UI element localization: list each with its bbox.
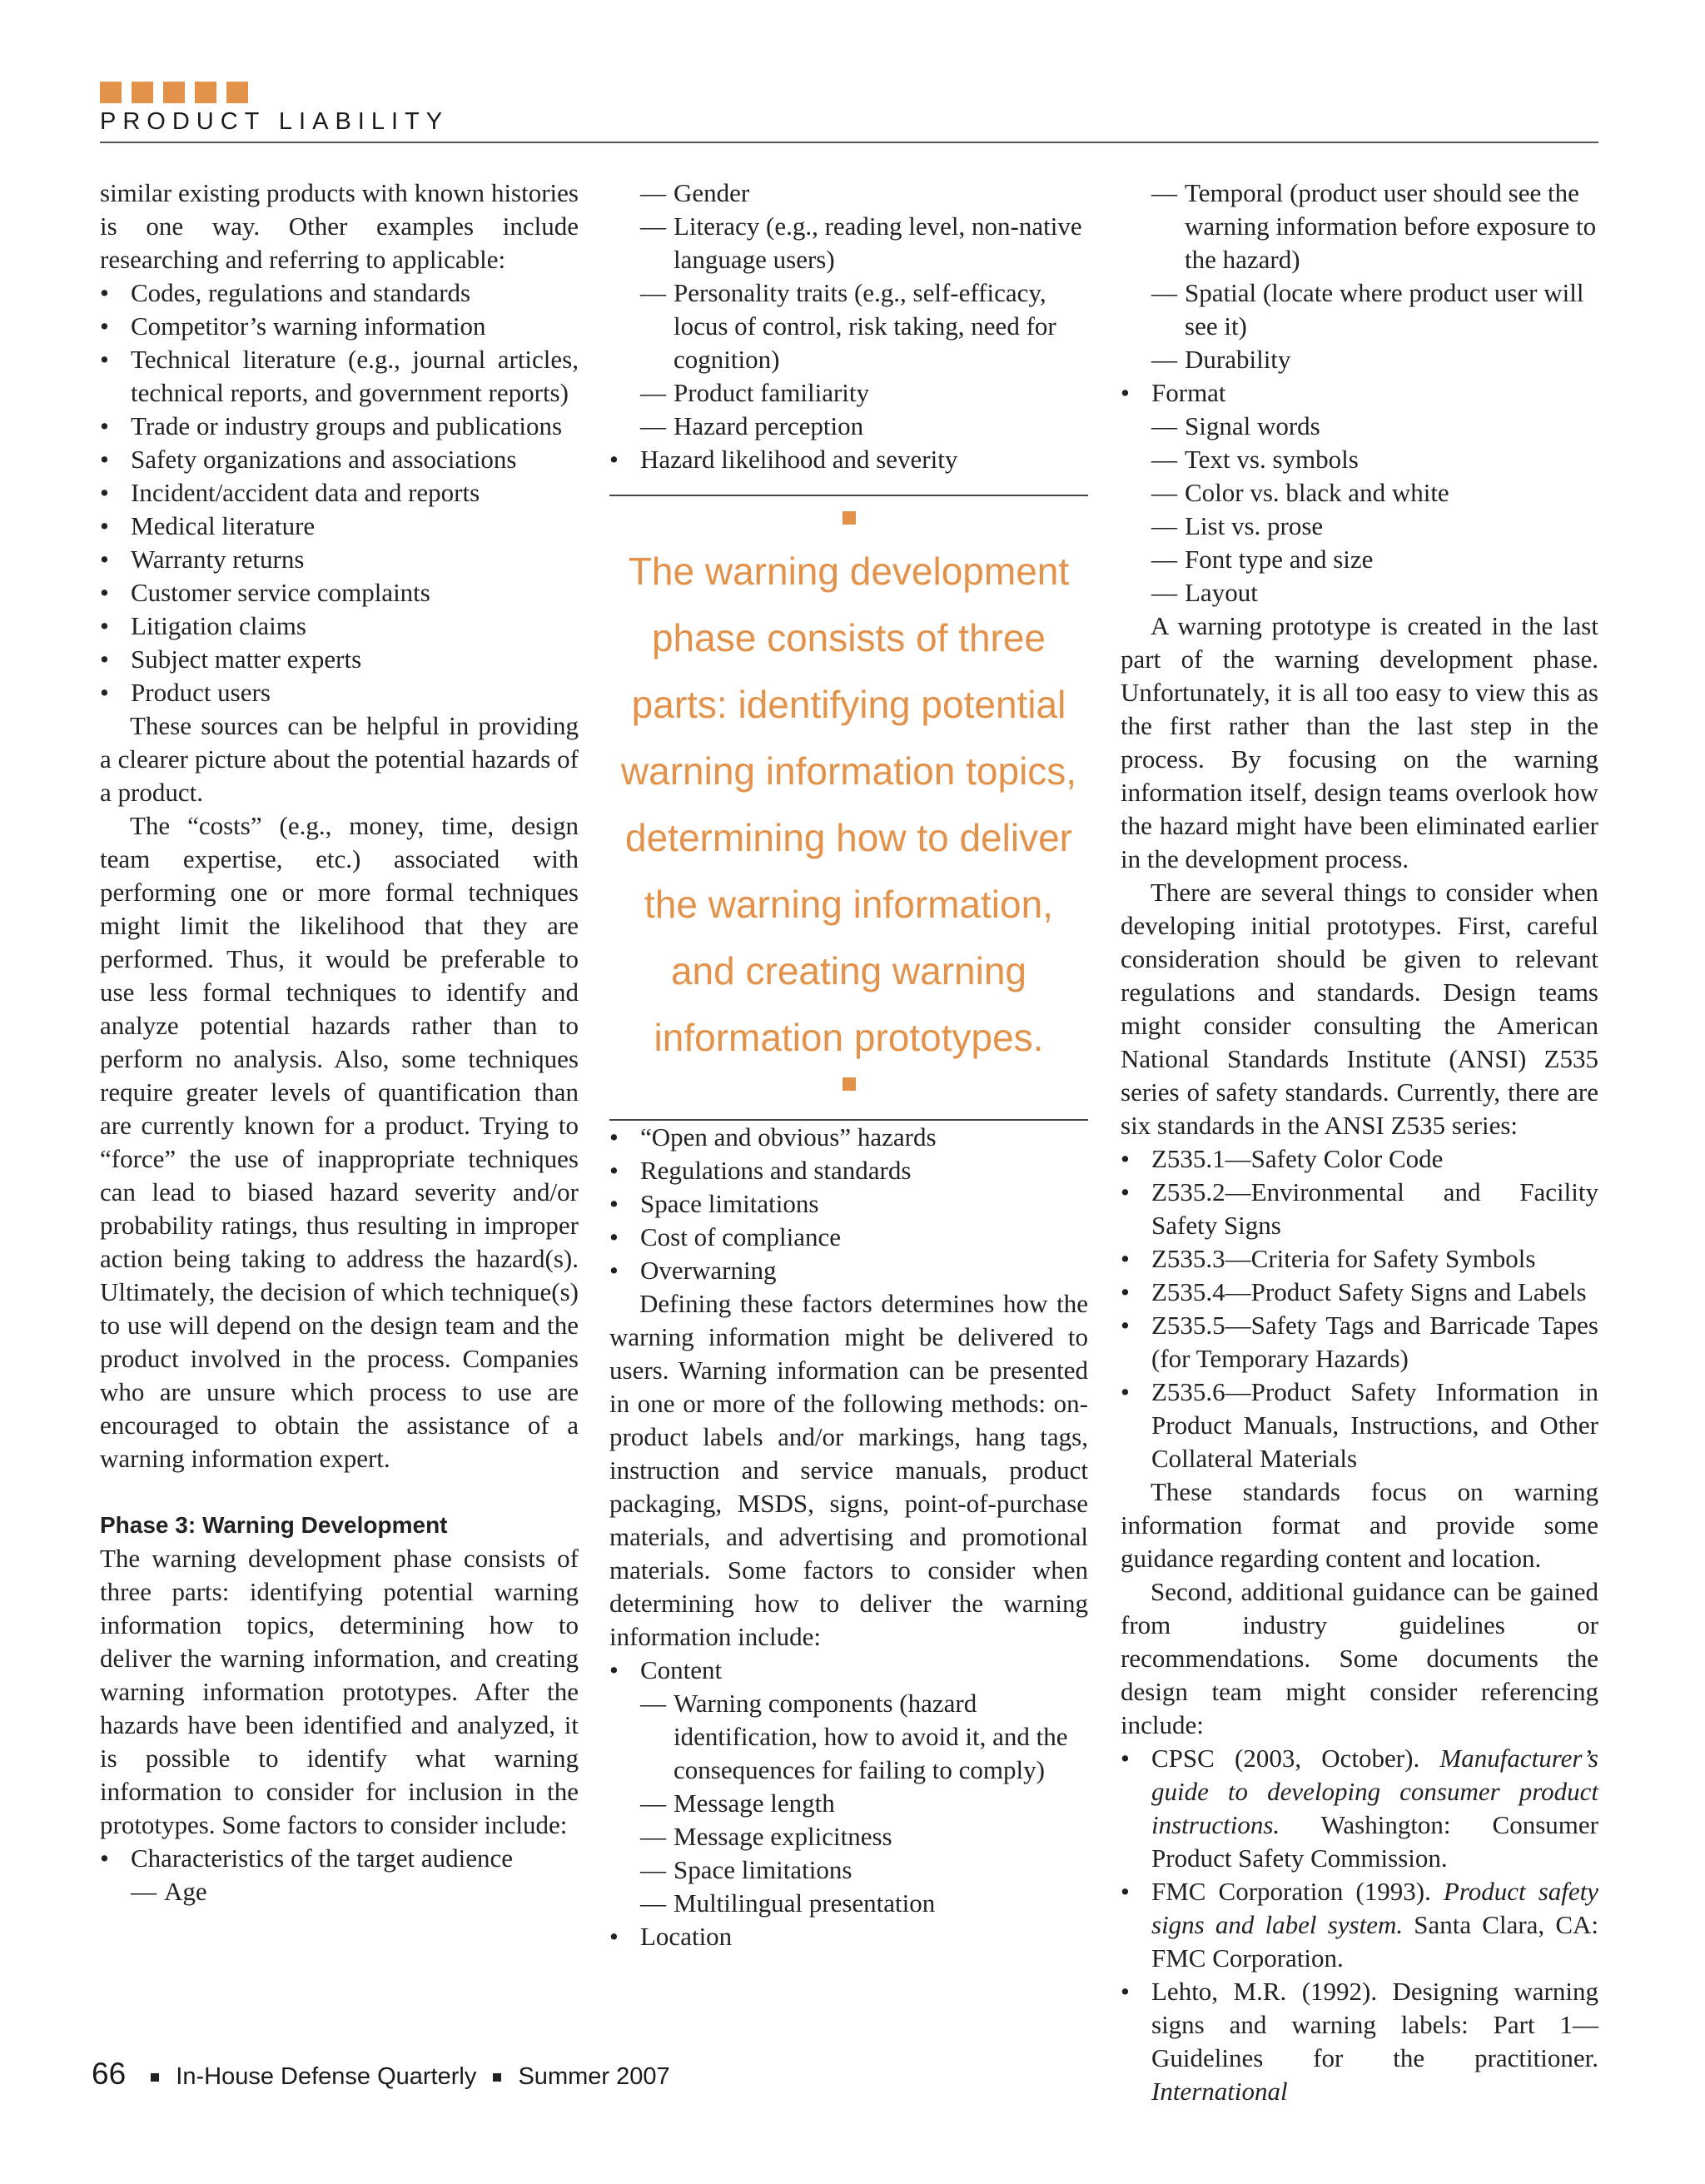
reference-item <box>1121 1975 1598 2108</box>
list-item: • Format <box>1121 376 1598 410</box>
sub-list-item: — List vs. prose <box>1121 510 1598 543</box>
reference-text: CPSC (2003, October). <box>1151 1744 1440 1773</box>
reference-text: FMC Corporation (1993). <box>1151 1877 1444 1906</box>
list-item: • Characteristics of the target audience <box>100 1842 579 1875</box>
list-item: • Medical literature <box>100 510 579 543</box>
pull-quote <box>609 495 1088 1121</box>
sub-list-item: — Literacy (e.g., reading level, non-native language users) <box>609 210 1088 276</box>
issue-date: Summer 2007 <box>518 2063 670 2090</box>
reference-title: Product safety signs and label system. <box>1151 1877 1599 1939</box>
sub-list-item: — Message length <box>609 1787 1088 1820</box>
paragraph: The warning development phase consists of three parts: identifying potential warning information topics, determining how to deliver the warning information, and creating warning information prototypes. After the hazards have been identified and analyzed, it is possible to identify what warning information to consider for inclusion in the prototypes. Some factors to consider include: <box>100 1544 579 1839</box>
column-2 <box>609 177 1088 1953</box>
reference-text: Washington: Consumer Product Safety Commission. <box>1151 1810 1598 1873</box>
list-item: • Technical literature (e.g., journal articles, technical reports, and government reports) <box>100 343 579 410</box>
sub-list <box>100 1875 579 1908</box>
footer-separator <box>493 2073 501 2082</box>
list-item: • Space limitations <box>609 1187 1088 1221</box>
sub-list-item: — Product familiarity <box>609 376 1088 410</box>
list-item: • Trade or industry groups and publications <box>100 410 579 443</box>
list-item: • Z535.4—Product Safety Signs and Labels <box>1121 1276 1598 1309</box>
list-item: • Subject matter experts <box>100 643 579 676</box>
delivery-list <box>609 1654 1088 1687</box>
reference-item <box>1121 1875 1598 1975</box>
list-item: • Competitor’s warning information <box>100 310 579 343</box>
sub-list-item: — Age <box>100 1875 579 1908</box>
factors-list <box>609 1121 1088 1287</box>
paragraph: similar existing products with known histories is one way. Other examples include researching and referring to applicable: <box>100 178 579 274</box>
paragraph: Defining these factors determines how the warning information might be delivered to users. Warning information can be presented in one or more of the following methods: on-product labels and/or markings, hang tags, instruction and service manuals, product packaging, MSDS, signs, point-of-purchase materials, and advertising and promotional materials. Some factors to consider when determining how to deliver the warning information include: <box>609 1289 1088 1651</box>
publication-name: In-House Defense Quarterly <box>176 2063 477 2090</box>
standards-list <box>1121 1142 1598 1475</box>
header-decoration <box>100 82 248 103</box>
sub-list-item: — Warning components (hazard identification, how to avoid it, and the consequences for failing to comply) <box>609 1687 1088 1787</box>
list-item: • Overwarning <box>609 1254 1088 1287</box>
decorative-square <box>100 82 122 103</box>
sub-list-item: — Temporal (product user should see the warning information before exposure to the hazard) <box>1121 177 1598 276</box>
list-item: • Regulations and standards <box>609 1154 1088 1187</box>
list-item: • Z535.3—Criteria for Safety Symbols <box>1121 1242 1598 1276</box>
delivery-list <box>1121 376 1598 410</box>
sub-list-item: — Signal words <box>1121 410 1598 443</box>
column-3 <box>1121 177 1598 2108</box>
reference-title: Manufacturer’s guide to developing consumer product instructions. <box>1151 1744 1598 1839</box>
references-list <box>1121 1742 1598 2108</box>
sub-list-item: — Text vs. symbols <box>1121 443 1598 476</box>
sources-list <box>100 276 579 709</box>
list-item: • Z535.5—Safety Tags and Barricade Tapes (for Temporary Hazards) <box>1121 1309 1598 1376</box>
decorative-square <box>163 82 185 103</box>
decorative-square <box>195 82 216 103</box>
factors-list <box>609 443 1088 476</box>
list-item: • Product users <box>100 676 579 709</box>
sub-list-item: — Multilingual presentation <box>609 1887 1088 1920</box>
list-item: • Safety organizations and associations <box>100 443 579 476</box>
paragraph: The “costs” (e.g., money, time, design team expertise, etc.) associated with performing one or more formal techniques might limit the likelihood that they are performed. Thus, it would be preferable to use less formal techniques to identify and analyze potential hazards rather than to perform no analysis. Also, some techniques require greater levels of quantification than are currently known for a product. Trying to “force” the use of inappropriate techniques can lead to biased hazard severity and/or probability ratings, thus resulting in improper action being taking to address the hazard(s). Ultimately, the decision of which technique(s) to use will depend on the design team and the product involved in the process. Companies who are unsure which process to use are encouraged to obtain the assistance of a warning information expert. <box>100 811 579 1473</box>
sub-list-item: — Color vs. black and white <box>1121 476 1598 510</box>
footer-separator <box>151 2073 159 2082</box>
sub-list <box>609 1687 1088 1920</box>
list-item: • Customer service complaints <box>100 576 579 609</box>
paragraph: There are several things to consider when developing initial prototypes. First, careful consideration should be given to relevant regulations and standards. Design teams might consider consulting the American National Standards Institute (ANSI) Z535 series of safety standards. Currently, there are six standards in the ANSI Z535 series: <box>1121 878 1598 1140</box>
sub-list-item: — Durability <box>1121 343 1598 376</box>
reference-text: Lehto, M.R. (1992). Designing warning signs and warning labels: Part 1—Guidelines for the practitioner. <box>1151 1977 1598 2072</box>
sub-list-item: — Spatial (locate where product user will see it) <box>1121 276 1598 343</box>
decorative-square <box>843 511 856 525</box>
list-item: • “Open and obvious” hazards <box>609 1121 1088 1154</box>
sub-list <box>609 177 1088 443</box>
decorative-square <box>132 82 153 103</box>
list-item: • Content <box>609 1654 1088 1687</box>
page-number: 66 <box>92 2057 127 2091</box>
paragraph: Second, additional guidance can be gained from industry guidelines or recommendations. Some documents the design team might consider referencing include: <box>1121 1577 1598 1739</box>
list-item: • Cost of compliance <box>609 1221 1088 1254</box>
list-item: • Codes, regulations and standards <box>100 276 579 310</box>
list-item: • Warranty returns <box>100 543 579 576</box>
list-item: • Z535.1—Safety Color Code <box>1121 1142 1598 1176</box>
sub-list-item: — Space limitations <box>609 1853 1088 1887</box>
column-1 <box>100 177 579 1908</box>
sub-list-item: — Gender <box>609 177 1088 210</box>
list-item: • Incident/accident data and reports <box>100 476 579 510</box>
decorative-square <box>226 82 248 103</box>
factors-list <box>100 1842 579 1875</box>
reference-item <box>1121 1742 1598 1875</box>
list-item: • Hazard likelihood and severity <box>609 443 1088 476</box>
paragraph: These standards focus on warning information format and provide some guidance regarding content and location. <box>1121 1477 1598 1573</box>
list-item: • Z535.6—Product Safety Information in Product Manuals, Instructions, and Other Collateral Materials <box>1121 1376 1598 1475</box>
sub-list-item: — Hazard perception <box>609 410 1088 443</box>
paragraph: These sources can be helpful in providing a clearer picture about the potential hazards of a product. <box>100 711 579 807</box>
pull-quote-text: The warning development phase consists of three parts: identifying potential warning information topics, determining how to deliver the warning information, and creating warning information prototypes. <box>620 550 1077 1059</box>
header-rule <box>100 142 1598 143</box>
reference-text: Santa Clara, CA: FMC Corporation. <box>1151 1910 1598 1973</box>
paragraph: A warning prototype is created in the last part of the warning development phase. Unfortunately, it is all too easy to view this as the first rather than the last step in the process. By focusing on the warning information itself, design teams overlook how the hazard might have been eliminated earlier in the development process. <box>1121 611 1598 873</box>
section-label: PRODUCT LIABILITY <box>100 108 450 135</box>
section-heading: Phase 3: Warning Development <box>100 1512 448 1538</box>
decorative-square <box>843 1077 856 1091</box>
sub-list-item: — Layout <box>1121 576 1598 609</box>
delivery-list <box>609 1920 1088 1953</box>
sub-list <box>1121 177 1598 376</box>
reference-title: International <box>1151 2077 1288 2106</box>
page-footer <box>92 2057 670 2092</box>
sub-list-item: — Font type and size <box>1121 543 1598 576</box>
list-item: • Location <box>609 1920 1088 1953</box>
sub-list-item: — Personality traits (e.g., self-efficacy, locus of control, risk taking, need for cognition) <box>609 276 1088 376</box>
sub-list-item: — Message explicitness <box>609 1820 1088 1853</box>
list-item: • Litigation claims <box>100 609 579 643</box>
list-item: • Z535.2—Environmental and Facility Safety Signs <box>1121 1176 1598 1242</box>
sub-list <box>1121 410 1598 609</box>
